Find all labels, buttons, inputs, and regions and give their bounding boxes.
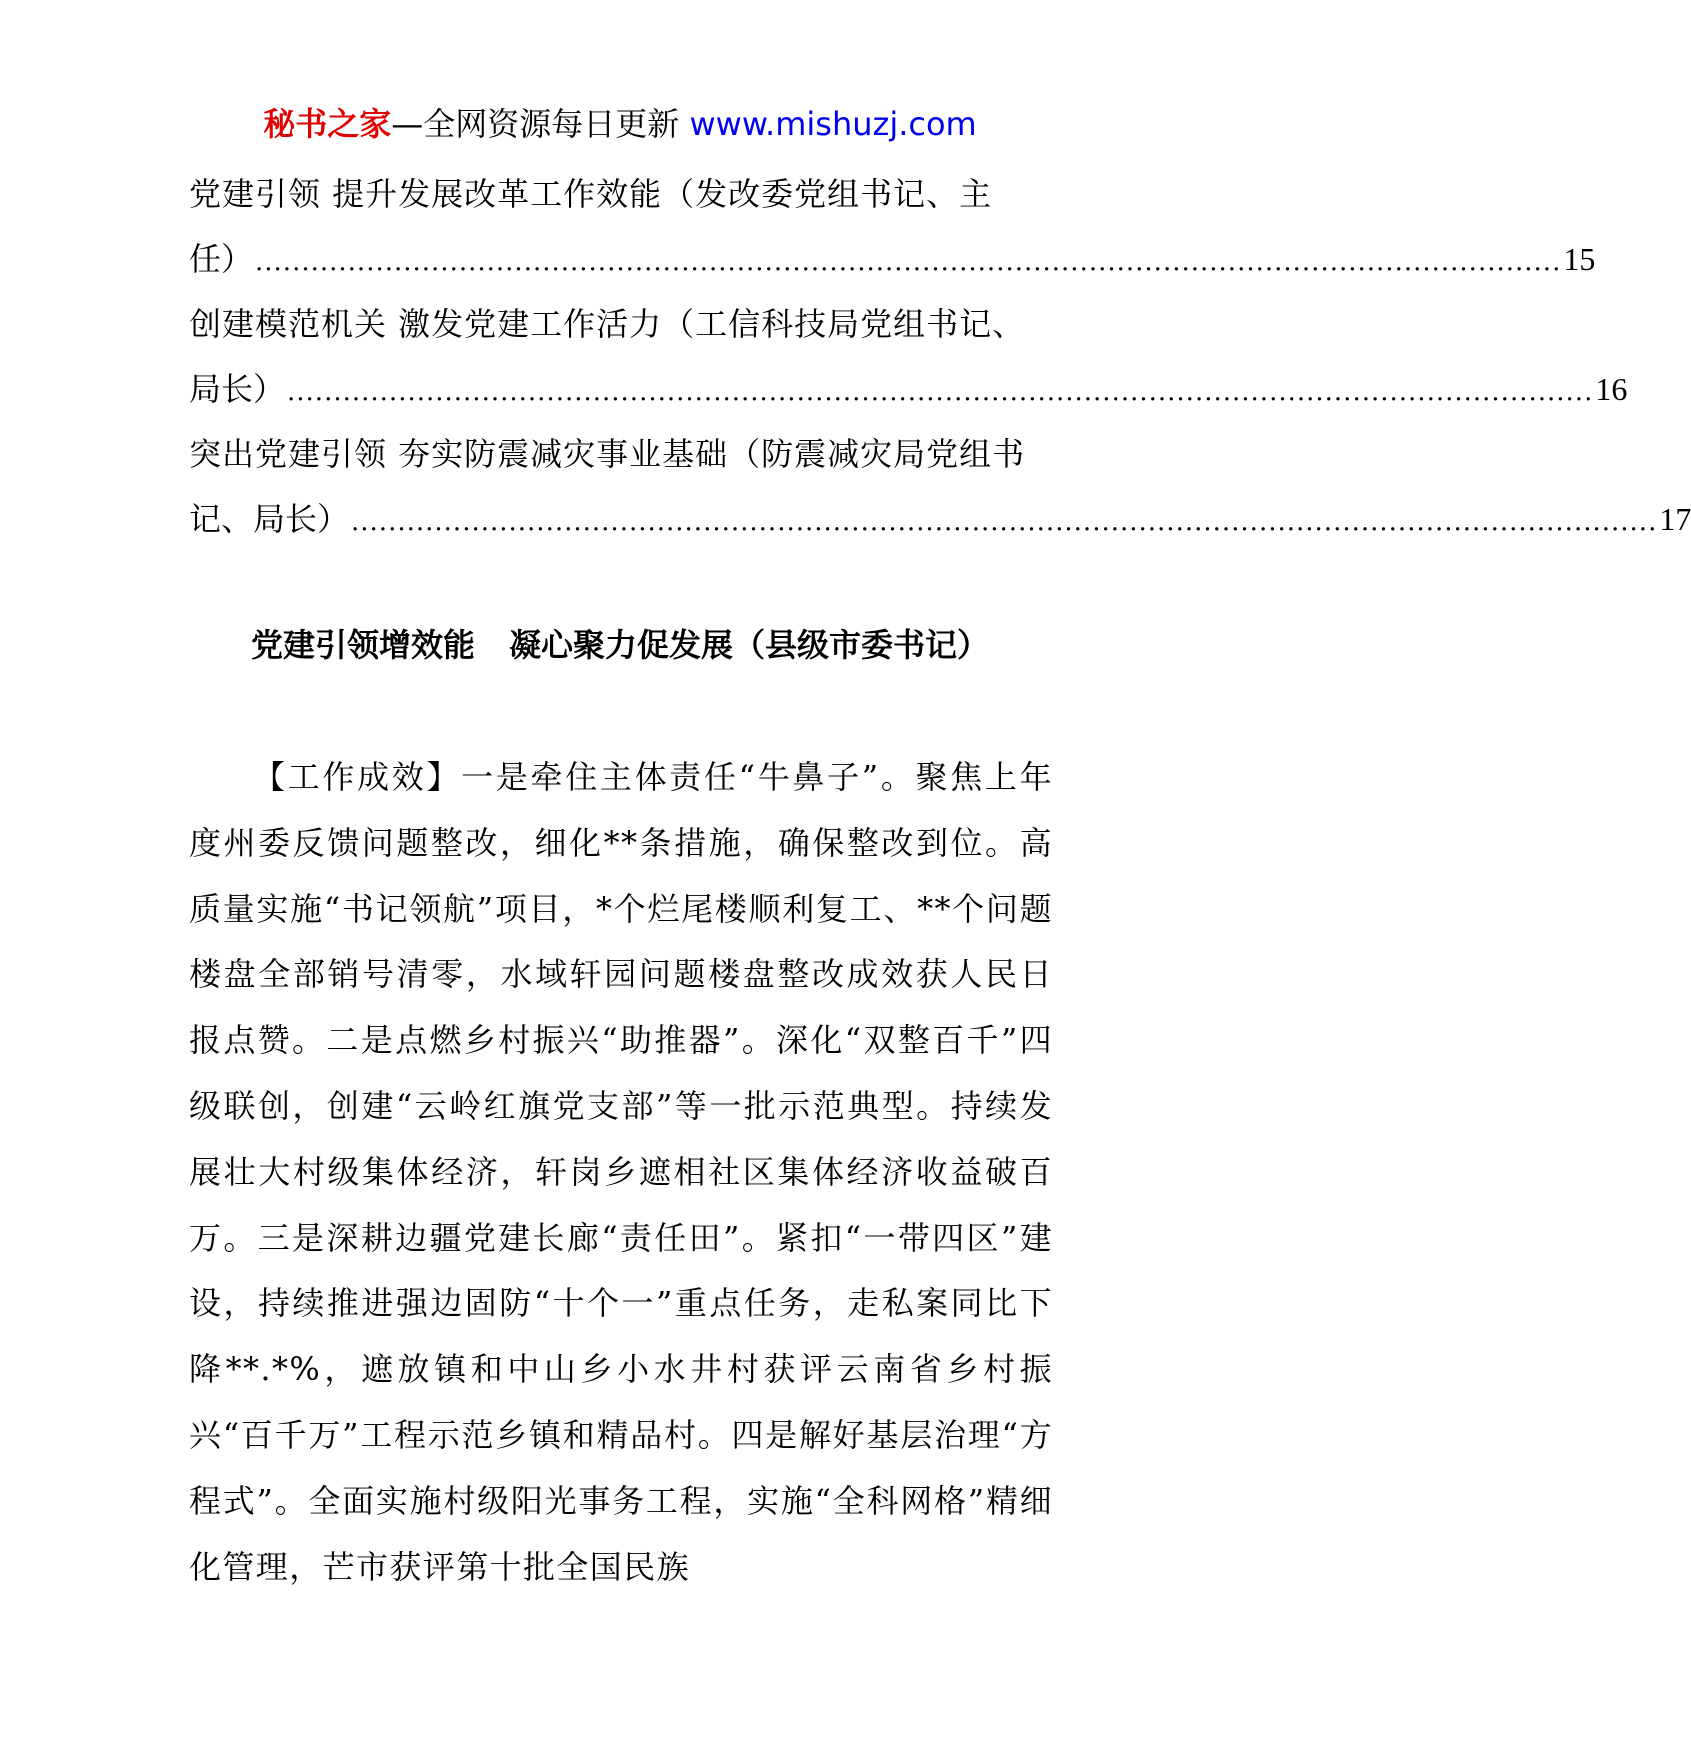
table-of-contents (189, 162, 1691, 552)
toc-page-number: 16 (1595, 371, 1628, 407)
header-brand: 秘书之家 (263, 105, 392, 143)
toc-page-number: 15 (1563, 241, 1596, 277)
header-url-link[interactable]: www.mishuzj.com (689, 105, 977, 143)
article-title-part2: 凝心聚力促发展（县级市委书记） (509, 626, 990, 664)
article-title (0, 620, 1240, 670)
toc-leader-dots: ............................................................................................................................................. (255, 247, 1562, 277)
toc-entry-title: 突出党建引领 夯实防震减灾事业基础（防震减灾局党组书 (189, 435, 1026, 473)
toc-entry-title: 创建模范机关 激发党建工作活力（工信科技局党组书记、 (189, 305, 1026, 343)
toc-leader-dots: ............................................................................................................................................. (287, 377, 1594, 407)
site-header (0, 104, 1240, 144)
toc-page-number: 17 (1659, 501, 1691, 537)
toc-entry-title: 党建引领 提升发展改革工作效能（发改委党组书记、主 (189, 175, 993, 213)
toc-entry[interactable] (189, 162, 1596, 292)
header-tagline: —全网资源每日更新 (391, 105, 680, 143)
article-title-part1: 党建引领增效能 (250, 626, 475, 664)
toc-entry-title-cont: 记、局长） (189, 500, 350, 538)
toc-entry-title-cont: 任） (189, 240, 254, 278)
toc-entry[interactable] (189, 422, 1691, 552)
toc-entry[interactable] (189, 292, 1628, 422)
article-body-paragraph: 【工作成效】一是牵住主体责任“牛鼻子”。聚焦上年度州委反馈问题整改，细化**条措施，确保整改到位。高质量实施“书记领航”项目，*个烂尾楼顺利复工、**个问题楼盘全部销号清零，水域轩园问题楼盘整改成效获人民日报点赞。二是点燃乡村振兴“助推器”。深化“双整百千”四级联创，创建“云岭红旗党支部”等一批示范典型。持续发展壮大村级集体经济，轩岗乡遮相社区集体经济收益破百万。三是深耕边疆党建长廊“责任田”。紧扣“一带四区”建设，持续推进强边固防“十个一”重点任务，走私案同比下降**.*%，遮放镇和中山乡小水井村获评云南省乡村振兴“百千万”工程示范乡镇和精品村。四是解好基层治理“方程式”。全面实施村级阳光事务工程，实施“全科网格”精细化管理，芒市获评第十批全国民族 (189, 758, 1053, 1586)
toc-entry-title-cont: 局长） (189, 370, 286, 408)
toc-leader-dots: ............................................................................................................................................. (351, 507, 1658, 537)
